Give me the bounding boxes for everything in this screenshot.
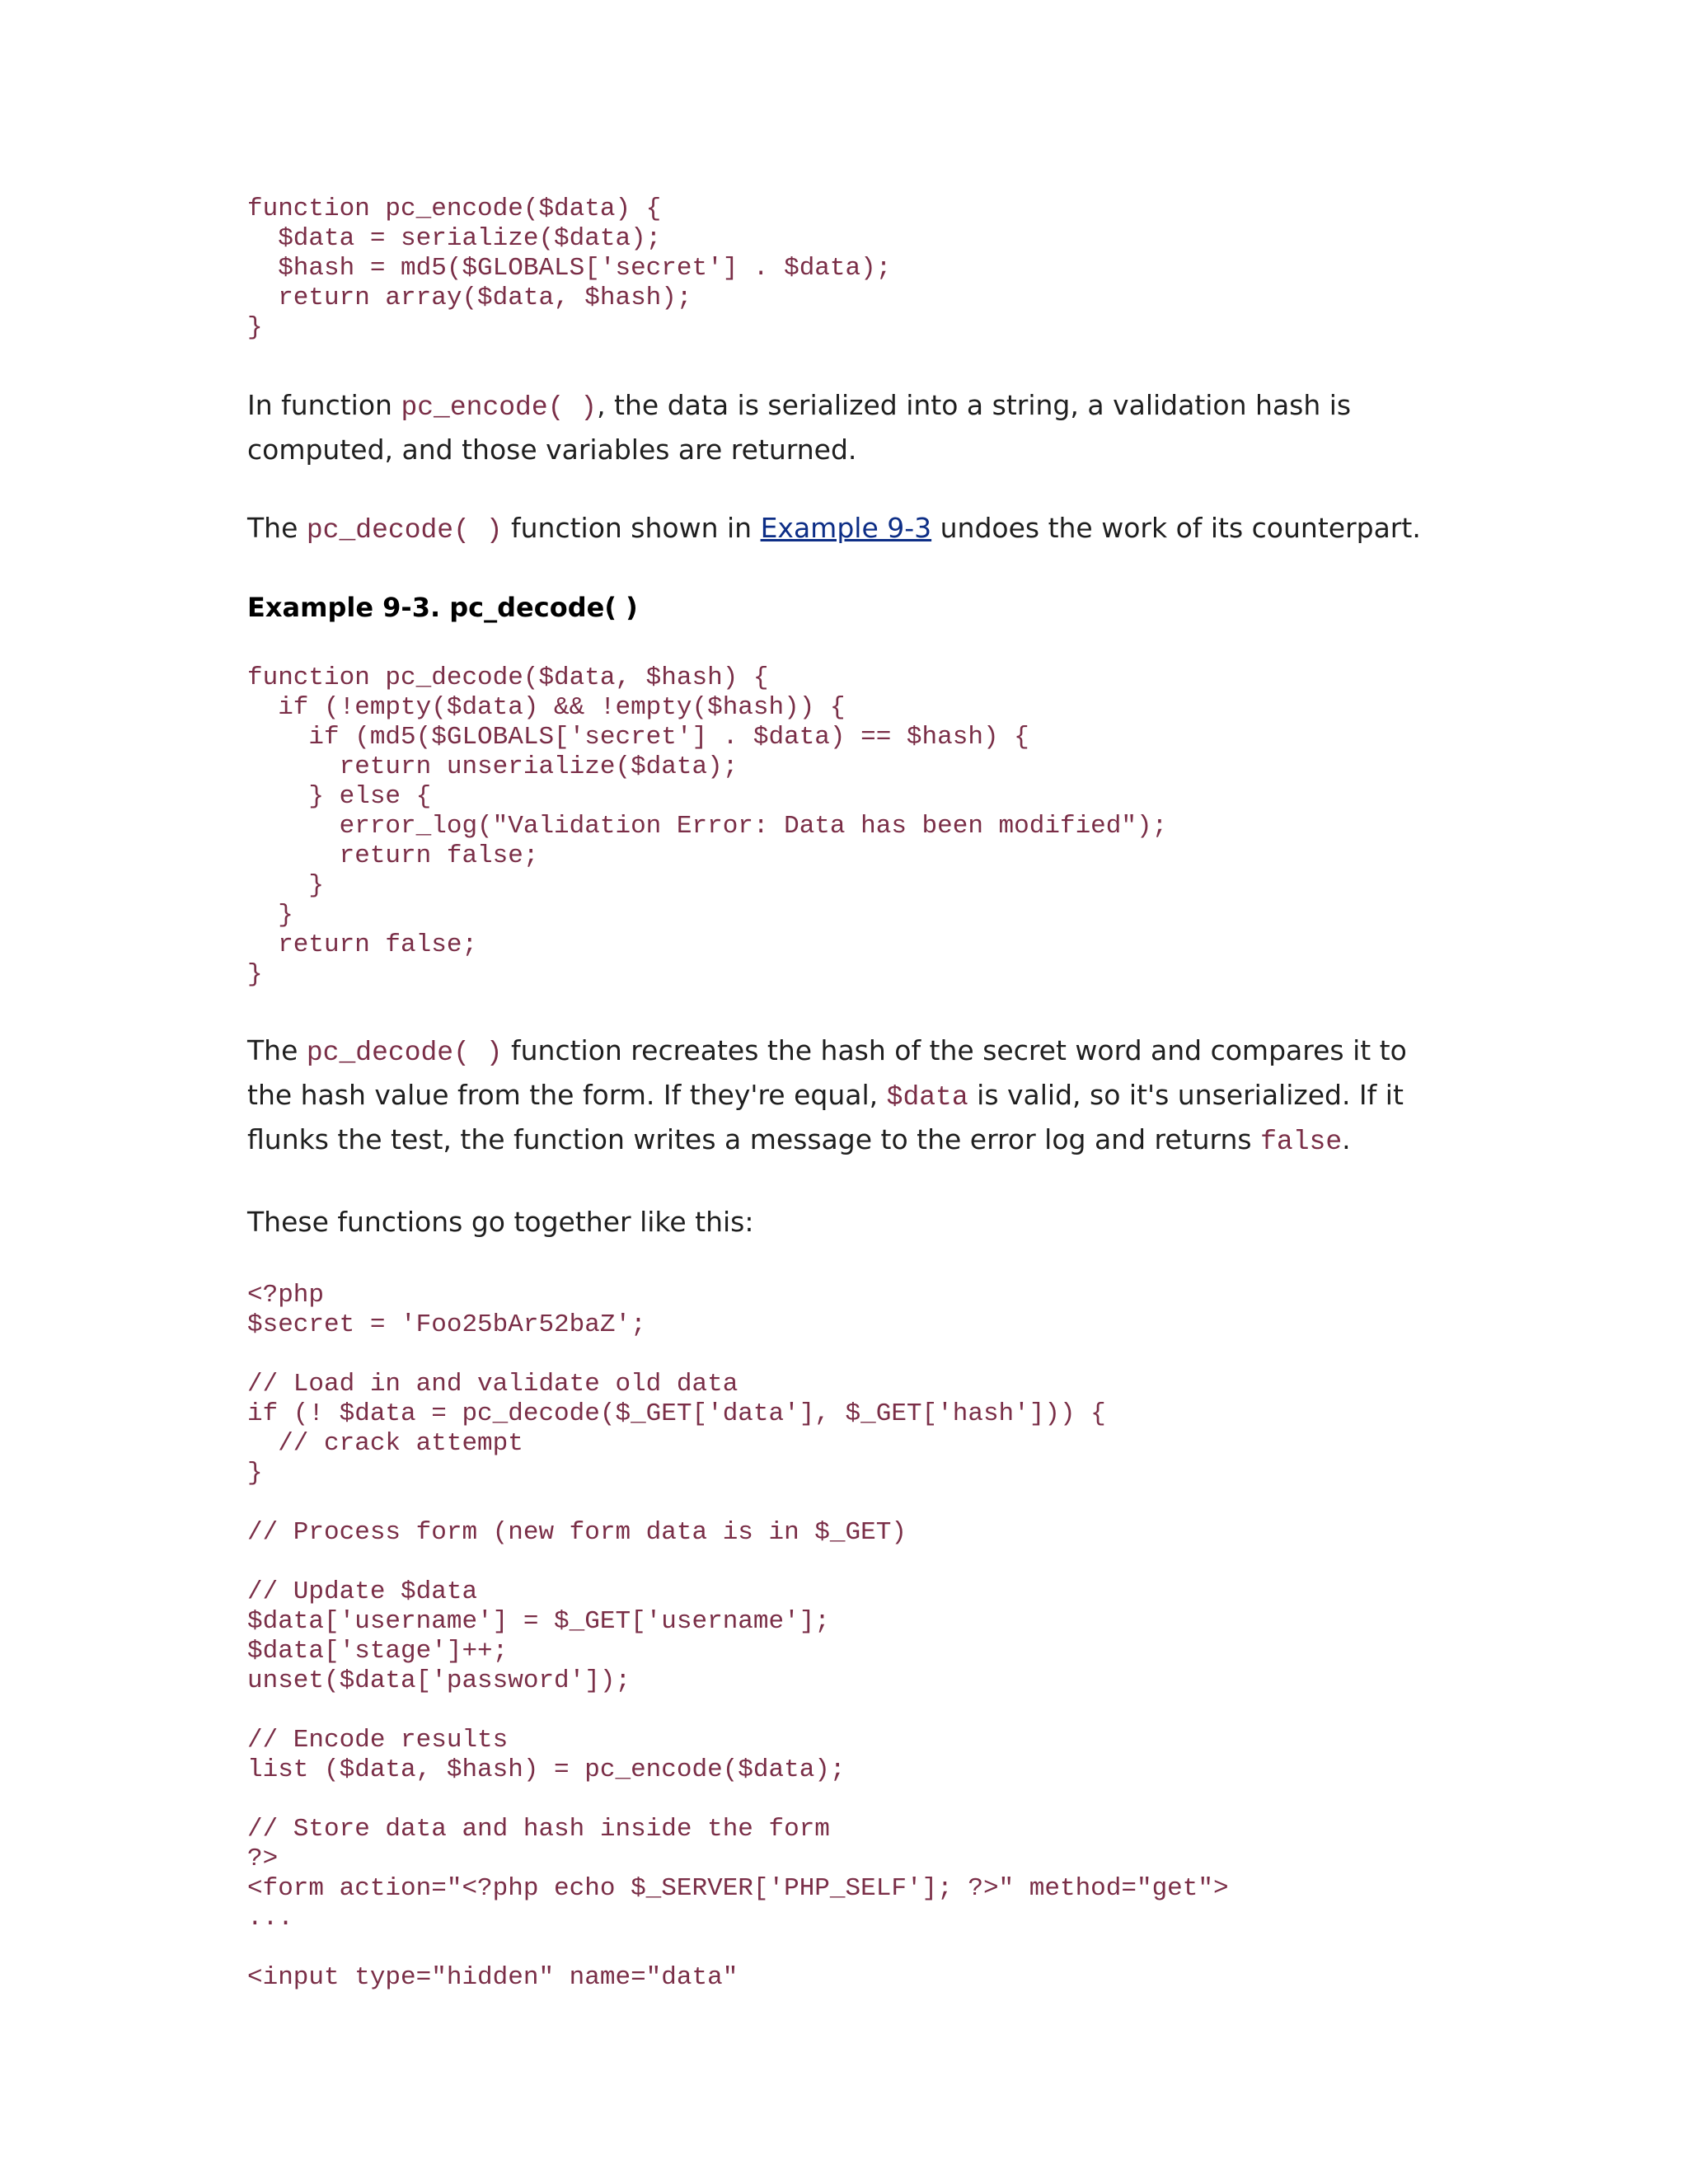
inline-code: pc_decode( ) (306, 1038, 503, 1068)
code-line: return unserialize($data); (247, 752, 738, 781)
code-line: $data['stage']++; (247, 1637, 509, 1666)
inline-code: $data (886, 1082, 968, 1113)
code-line: // crack attempt (247, 1429, 523, 1458)
code-line: return false; (247, 841, 539, 870)
code-line: // Process form (new form data is in $_GET) (247, 1518, 907, 1547)
code-block-pc-decode (247, 663, 1442, 990)
inline-code: pc_decode( ) (306, 515, 503, 546)
code-line: if (md5($GLOBALS['secret'] . $data) == $hash) { (247, 723, 1029, 752)
code-line (247, 1933, 1442, 1963)
paragraph-pc-decode-intro (247, 507, 1442, 551)
example-heading: Example 9-3. pc_decode( ) (247, 592, 638, 623)
code-line: list ($data, $hash) = pc_encode($data); (247, 1755, 846, 1784)
code-line: // Encode results (247, 1726, 509, 1755)
code-line (247, 1488, 1442, 1518)
code-line (247, 1548, 1442, 1577)
code-line: <?php (247, 1281, 325, 1310)
text: . (1342, 1123, 1351, 1155)
example-9-3-link[interactable]: Example 9-3 (760, 512, 932, 544)
code-line: unset($data['password']); (247, 1666, 631, 1695)
code-line: $hash = md5($GLOBALS['secret'] . $data); (247, 254, 892, 283)
code-line: if (!empty($data) && !empty($hash)) { (247, 693, 846, 722)
code-line: <input type="hidden" name="data" (247, 1963, 738, 1992)
code-block-pc-encode (247, 194, 1442, 343)
code-line: return false; (247, 930, 478, 959)
text: is valid, so it's unserialized. If it flunks the test, the function writes a message to the error log and returns (247, 1079, 1404, 1155)
text: undoes the work of its counterpart. (931, 512, 1421, 544)
code-line: // Load in and validate old data (247, 1370, 738, 1399)
code-line: // Update $data (247, 1577, 478, 1606)
code-line: } (247, 960, 263, 989)
text: The (247, 1034, 307, 1066)
code-line: $data['username'] = $_GET['username']; (247, 1607, 830, 1636)
code-line: $data = serialize($data); (247, 224, 662, 253)
paragraph-together: These functions go together like this: (247, 1206, 754, 1238)
code-line: } else { (247, 782, 432, 811)
code-line (247, 1340, 1442, 1370)
code-line: // Store data and hash inside the form (247, 1815, 830, 1844)
code-line: $secret = 'Foo25bAr52baZ'; (247, 1310, 646, 1339)
code-line: } (247, 901, 293, 930)
document-page (247, 194, 1442, 1993)
code-line: error_log("Validation Error: Data has been modified"); (247, 812, 1168, 841)
code-line: } (247, 313, 263, 342)
text: function recreates the hash of the secret word and compares it to the hash value from the form. If they're equal, (247, 1034, 1407, 1111)
code-line: } (247, 1459, 263, 1488)
code-line: function pc_decode($data, $hash) { (247, 663, 769, 692)
code-line: function pc_encode($data) { (247, 194, 662, 223)
inline-code: false (1260, 1127, 1343, 1157)
code-line: return array($data, $hash); (247, 284, 692, 312)
text: In function (247, 389, 401, 421)
code-line: if (! $data = pc_decode($_GET['data'], $_GET['hash'])) { (247, 1399, 1106, 1428)
text: , the data is serialized into a string, a validation hash is computed, and those variables are returned. (247, 389, 1352, 466)
text: function shown in (502, 512, 761, 544)
inline-code: pc_encode( ) (401, 392, 598, 423)
code-line: } (247, 871, 325, 900)
code-line (247, 1696, 1442, 1726)
code-line: ?> (247, 1844, 279, 1873)
text: The (247, 512, 307, 544)
code-line: <form action="<?php echo $_SERVER['PHP_SELF']; ?>" method="get"> (247, 1874, 1229, 1903)
code-block-usage (247, 1281, 1442, 1993)
code-line: ... (247, 1904, 293, 1933)
paragraph-pc-encode-explanation (247, 384, 1442, 471)
code-line (247, 1785, 1442, 1815)
paragraph-pc-decode-explanation (247, 1029, 1442, 1163)
